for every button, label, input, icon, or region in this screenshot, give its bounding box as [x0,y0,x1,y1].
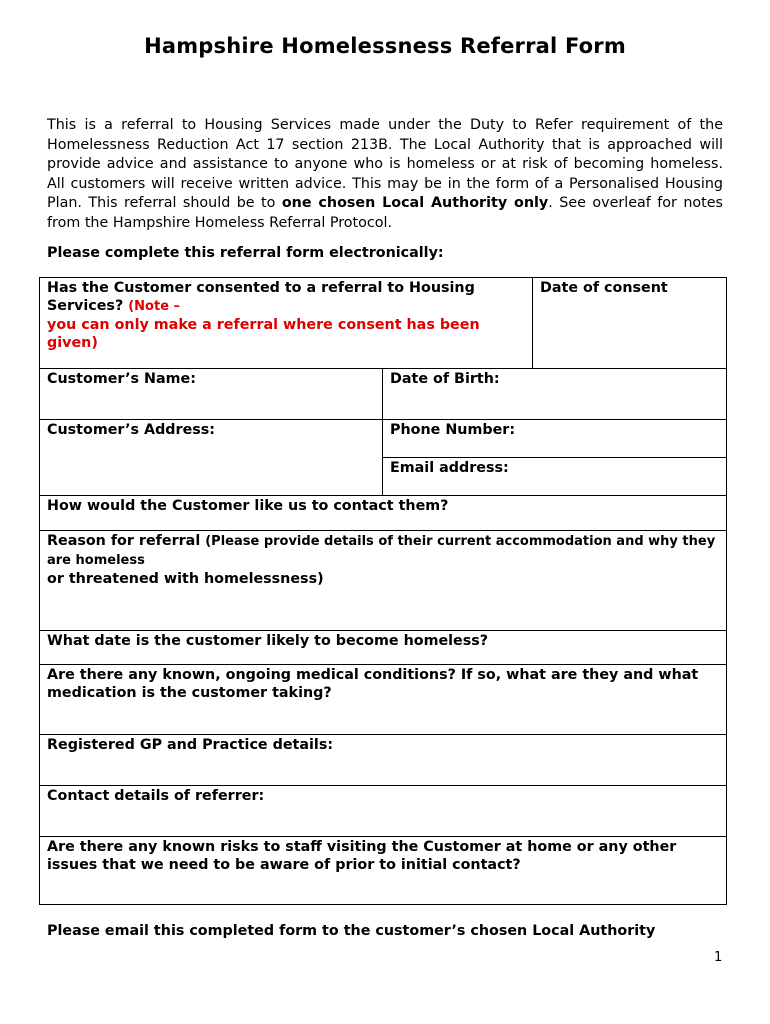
reason-detail-2: or threatened with homelessness) [47,571,324,587]
contact-preference-label: How would the Customer like us to contact them? [47,498,449,514]
customer-name-cell[interactable] [40,369,383,420]
date-of-birth-cell[interactable] [383,369,727,420]
contact-preference-cell[interactable] [40,496,727,531]
email-address-label: Email address: [390,460,509,476]
consent-note-label: (Note – [128,299,181,314]
referral-form-table [39,277,727,905]
intro-text-1: This is a referral to Housing Services made under the Duty to Refer requirement of the Homelessness Reduction Act 17 section 213B. The Local Authority that is approached will provide advice and assistance to anyone who is homeless or at risk of becoming homeless. All customers will receive written advice. This may be in the form of a Personalised Housing Plan. This referral should be to [47,117,723,212]
risks-cell[interactable] [40,837,727,905]
intro-text-2: . See overleaf for notes from the Hampshire Homeless Referral Protocol. [47,195,724,231]
consent-question: Has the Customer consented to a referral to Housing Services? [47,280,475,314]
date-of-consent-cell[interactable] [533,278,727,369]
date-of-birth-label: Date of Birth: [390,371,500,387]
footer-instruction: Please email this completed form to the customer’s chosen Local Authority [47,923,656,939]
reason-cell[interactable] [40,531,727,631]
phone-number-label: Phone Number: [390,422,516,438]
consent-question-cell[interactable] [40,278,533,369]
intro-emphasis: one chosen Local Authority only [281,195,549,212]
form-instruction: Please complete this referral form electronically: [47,245,444,261]
intro-paragraph [47,116,723,234]
customer-address-label: Customer’s Address: [47,422,216,438]
medical-cell[interactable] [40,665,727,735]
email-address-cell[interactable] [383,458,727,496]
homeless-date-label: What date is the customer likely to become homeless? [47,633,489,649]
customer-name-label: Customer’s Name: [47,371,196,387]
phone-number-cell[interactable] [383,420,727,458]
reason-label: Reason for referral [47,533,201,549]
page-title: Hampshire Homelessness Referral Form [144,34,626,58]
gp-label: Registered GP and Practice details: [47,737,334,753]
customer-address-cell[interactable] [40,420,383,496]
page-number: 1 [714,950,723,965]
referrer-label: Contact details of referrer: [47,788,265,804]
risks-label: Are there any known risks to staff visiting the Customer at home or any other issues that we need to be aware of prior to initial contact? [47,839,677,873]
medical-label: Are there any known, ongoing medical conditions? If so, what are they and what medication is the customer taking? [47,667,699,701]
reason-detail: (Please provide details of their current accommodation and why they are homeless [47,534,716,568]
gp-cell[interactable] [40,735,727,786]
homeless-date-cell[interactable] [40,631,727,665]
referrer-cell[interactable] [40,786,727,837]
consent-note: you can only make a referral where consent has been given) [47,317,480,351]
date-of-consent-label: Date of consent [540,280,668,296]
